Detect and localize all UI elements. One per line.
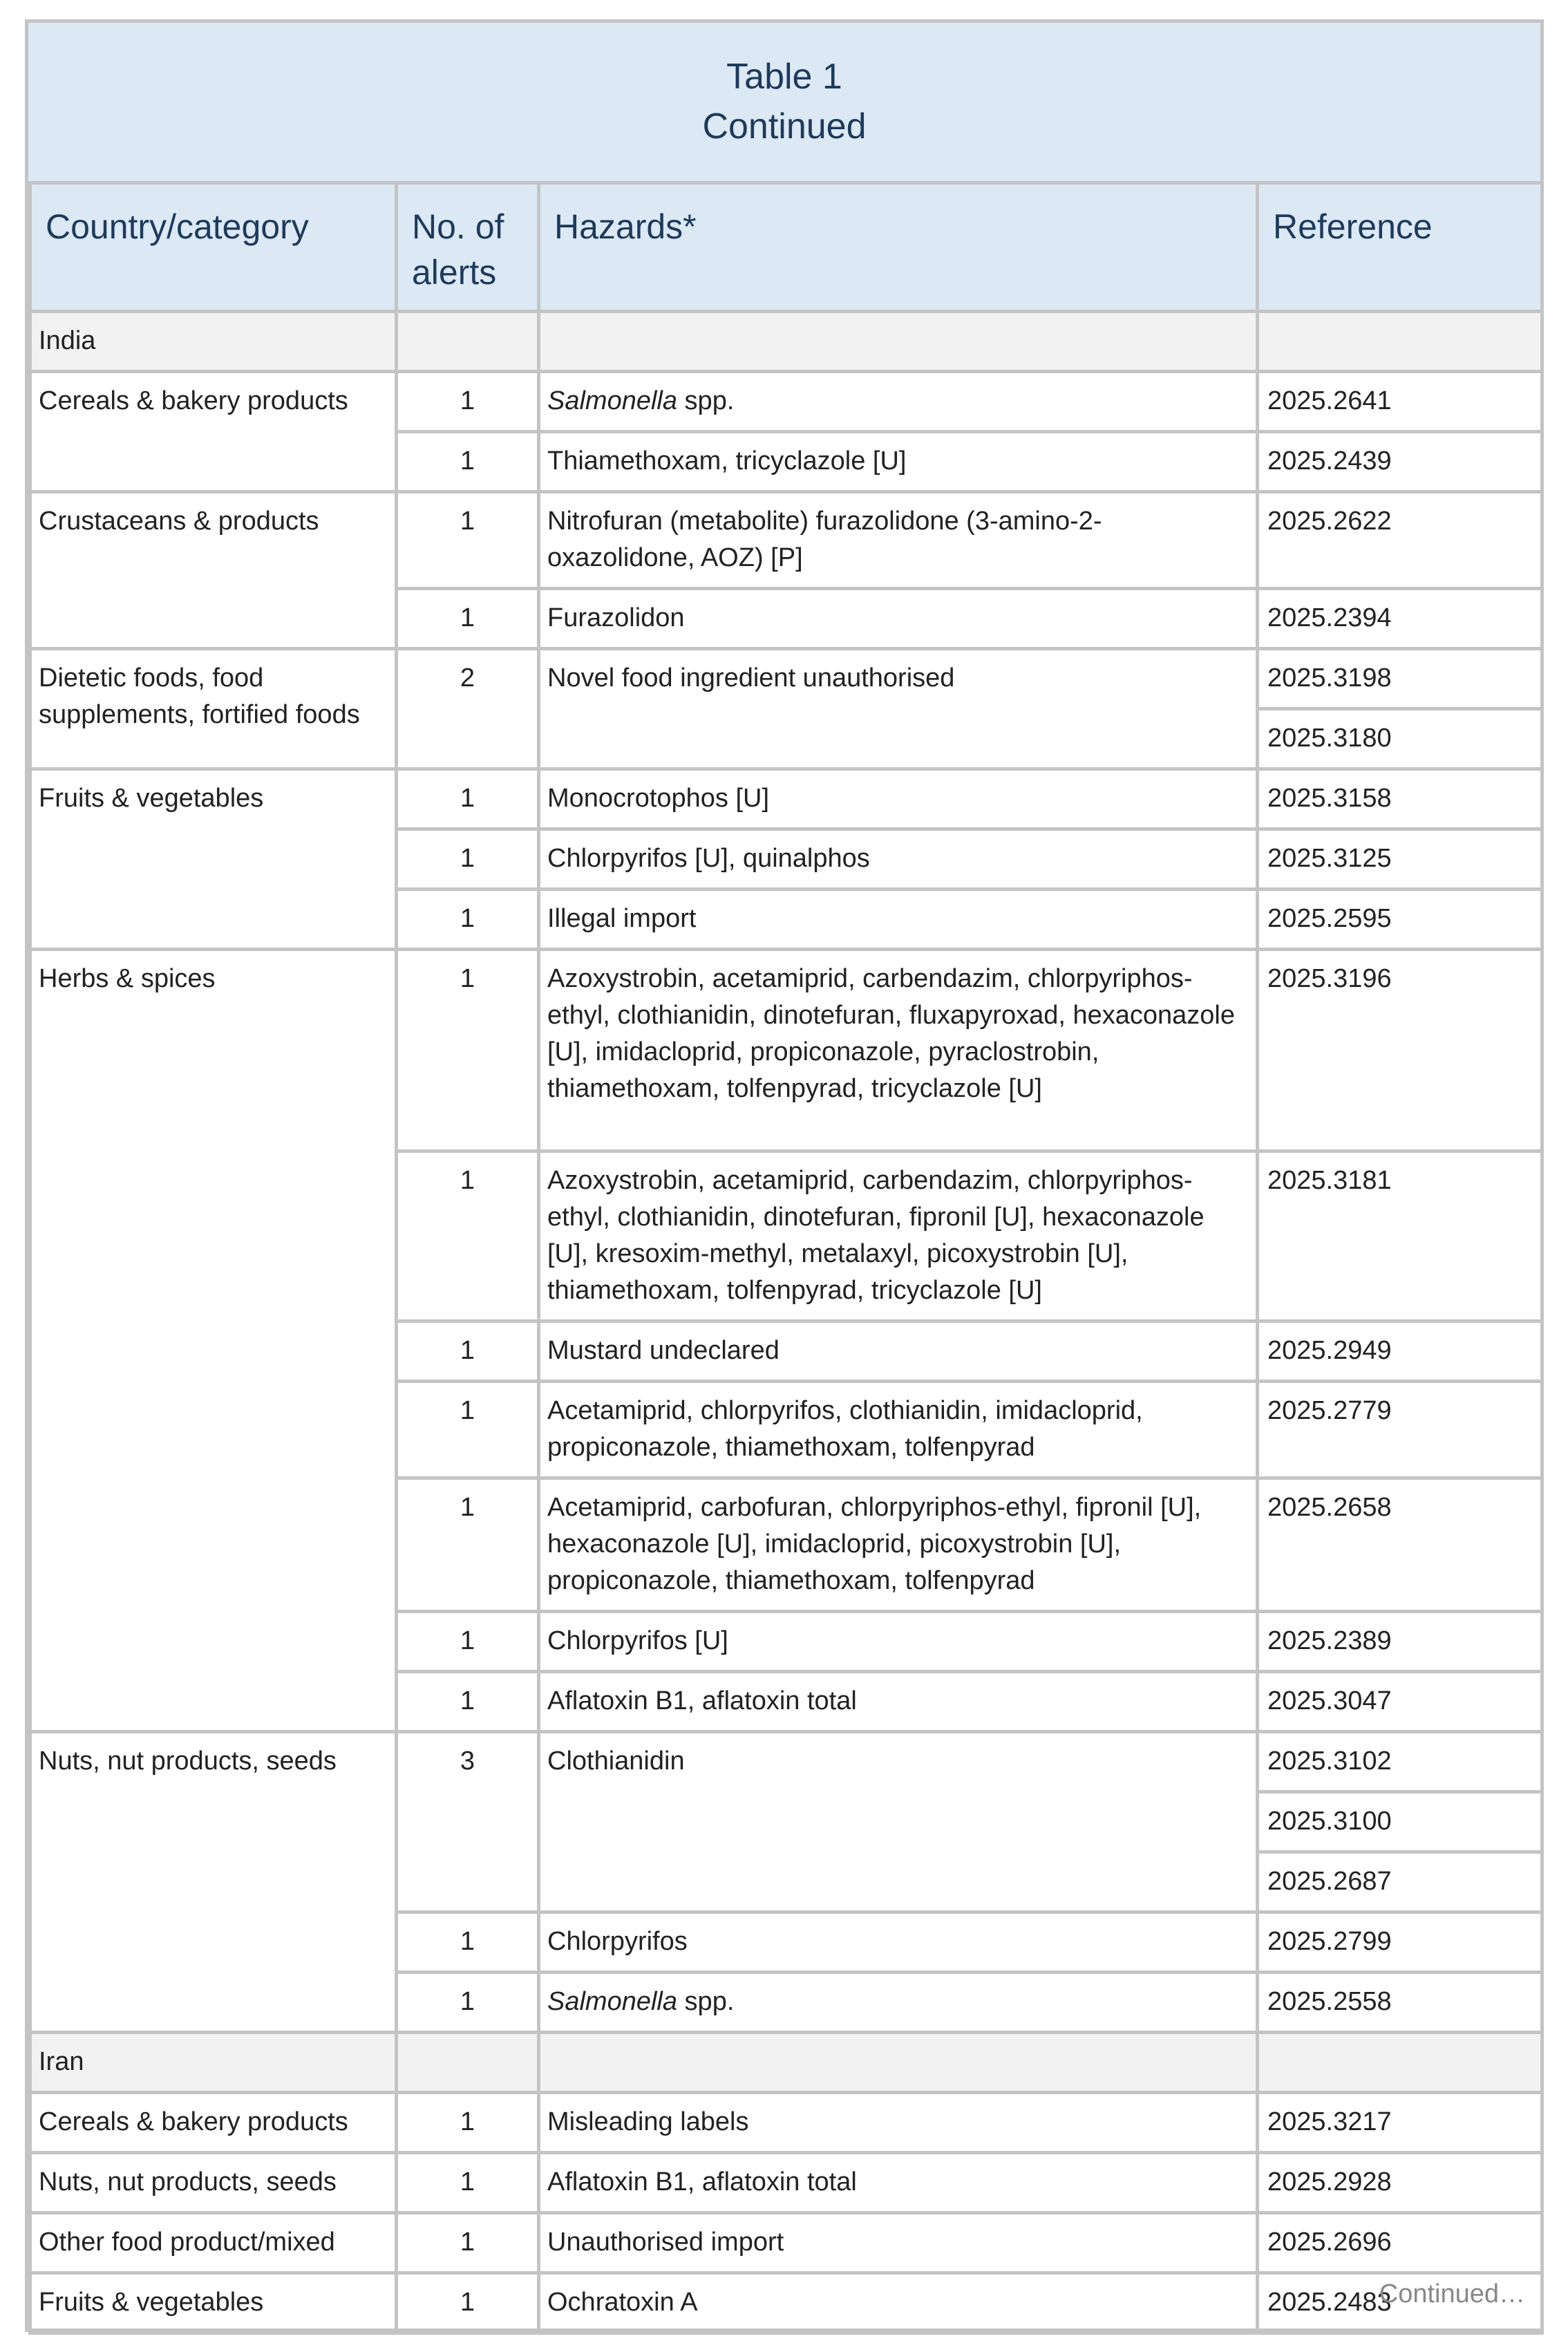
reference-cell: 2025.3181: [1258, 1151, 1542, 1321]
category-cell: Nuts, nut products, seeds: [30, 1732, 397, 2033]
hazard-cell: Azoxystrobin, acetamiprid, carbendazim, chlorpyriphos-ethyl, clothianidin, dinotefuran, fluxapyroxad, hexaconazole [U], imidacloprid, propiconazole, pyraclostrobin, thiamethoxam, tolfenpyrad, tricyclazole [U]: [539, 950, 1258, 1151]
hazard-text: spp.: [677, 1987, 735, 2016]
hazard-cell: Chlorpyrifos [U]: [539, 1612, 1258, 1672]
hazard-cell: Clothianidin: [539, 1732, 1258, 1912]
country-row: [30, 312, 1542, 372]
hazard-cell: Acetamiprid, chlorpyrifos, clothianidin, imidacloprid, propiconazole, thiamethoxam, tolfenpyrad: [539, 1382, 1258, 1478]
table-row: [30, 1732, 1542, 1792]
table-caption: [28, 23, 1540, 185]
table-frame: [25, 19, 1544, 2332]
alerts-cell: 1: [397, 769, 539, 829]
hazard-cell: Nitrofuran (metabolite) furazolidone (3-amino-2-oxazolidone, AOZ) [P]: [539, 492, 1258, 589]
hazard-cell: Monocrotophos [U]: [539, 769, 1258, 829]
table-row: [30, 2093, 1542, 2153]
reference-cell: 2025.2483: [1258, 2273, 1542, 2333]
reference-cell: 2025.3047: [1258, 1672, 1542, 1732]
hazard-cell: Misleading labels: [539, 2093, 1258, 2153]
reference-cell: 2025.2658: [1258, 1478, 1542, 1612]
alerts-cell: 1: [397, 372, 539, 432]
alerts-cell: 1: [397, 1912, 539, 1973]
table-title: Table 1: [726, 57, 842, 97]
reference-cell: 2025.3217: [1258, 2093, 1542, 2153]
category-cell: Other food product/mixed: [30, 2213, 397, 2273]
category-cell: Dietetic foods, food supplements, fortified foods: [30, 649, 397, 769]
hazard-cell: Chlorpyrifos: [539, 1912, 1258, 1973]
alerts-cell: 1: [397, 1478, 539, 1612]
reference-cell: 2025.3102: [1258, 1732, 1542, 1792]
hazard-cell: Aflatoxin B1, aflatoxin total: [539, 1672, 1258, 1732]
category-cell: Crustaceans & products: [30, 492, 397, 649]
reference-cell: 2025.2687: [1258, 1852, 1542, 1912]
header-country: Country/category: [30, 183, 397, 312]
country-name: India: [30, 312, 397, 372]
header-reference: Reference: [1258, 183, 1542, 312]
category-cell: Cereals & bakery products: [30, 372, 397, 492]
hazard-cell: Unauthorised import: [539, 2213, 1258, 2273]
hazard-italic: Salmonella: [547, 386, 677, 415]
reference-cell: 2025.3180: [1258, 709, 1542, 769]
header-alerts: No. of alerts: [397, 183, 539, 312]
hazard-cell: Novel food ingredient unauthorised: [539, 649, 1258, 769]
category-cell: Fruits & vegetables: [30, 2273, 397, 2333]
category-cell: Fruits & vegetables: [30, 769, 397, 950]
header-row: [30, 183, 1542, 312]
reference-cell: 2025.2641: [1258, 372, 1542, 432]
hazard-cell: Illegal import: [539, 890, 1258, 950]
reference-cell: 2025.2696: [1258, 2213, 1542, 2273]
alerts-cell: 1: [397, 1151, 539, 1321]
alerts-cell: 1: [397, 2153, 539, 2213]
hazard-cell: Furazolidon: [539, 589, 1258, 649]
data-table: [28, 181, 1544, 2335]
category-cell: Cereals & bakery products: [30, 2093, 397, 2153]
table-row: [30, 950, 1542, 1151]
alerts-cell: 2: [397, 649, 539, 769]
hazard-cell: [539, 1973, 1258, 2033]
hazard-cell: Chlorpyrifos [U], quinalphos: [539, 829, 1258, 890]
alerts-cell: 1: [397, 890, 539, 950]
table-row: [30, 372, 1542, 432]
alerts-cell: 1: [397, 1672, 539, 1732]
hazard-text: spp.: [677, 386, 735, 415]
country-name: Iran: [30, 2033, 397, 2093]
reference-cell: 2025.3198: [1258, 649, 1542, 709]
alerts-cell: 1: [397, 2093, 539, 2153]
hazard-cell: Thiamethoxam, tricyclazole [U]: [539, 432, 1258, 492]
reference-cell: 2025.2558: [1258, 1973, 1542, 2033]
reference-cell: 2025.2928: [1258, 2153, 1542, 2213]
reference-cell: 2025.2389: [1258, 1612, 1542, 1672]
hazard-cell: Aflatoxin B1, aflatoxin total: [539, 2153, 1258, 2213]
reference-cell: 2025.2779: [1258, 1382, 1542, 1478]
table-row: [30, 769, 1542, 829]
category-cell: Nuts, nut products, seeds: [30, 2153, 397, 2213]
continued-note: Continued…: [1379, 2279, 1525, 2308]
alerts-cell: 1: [397, 1382, 539, 1478]
reference-cell: 2025.2595: [1258, 890, 1542, 950]
table-row: [30, 2153, 1542, 2213]
table-row: [30, 649, 1542, 709]
hazard-cell: Ochratoxin A: [539, 2273, 1258, 2333]
table-subtitle: Continued: [702, 106, 867, 147]
reference-cell: 2025.3125: [1258, 829, 1542, 890]
country-row: [30, 2033, 1542, 2093]
alerts-cell: 3: [397, 1732, 539, 1912]
table-row: [30, 492, 1542, 589]
reference-cell: 2025.2949: [1258, 1321, 1542, 1382]
hazard-cell: Mustard undeclared: [539, 1321, 1258, 1382]
reference-cell: 2025.3196: [1258, 950, 1542, 1151]
reference-cell: 2025.2622: [1258, 492, 1542, 589]
hazard-cell: Azoxystrobin, acetamiprid, carbendazim, chlorpyriphos-ethyl, clothianidin, dinotefuran, fipronil [U], hexaconazole [U], kresoxim-methyl, metalaxyl, picoxystrobin [U], thiamethoxam, tolfenpyrad, tricyclazole [U]: [539, 1151, 1258, 1321]
hazard-italic: Salmonella: [547, 1987, 677, 2016]
alerts-cell: 1: [397, 492, 539, 589]
alerts-cell: 1: [397, 1612, 539, 1672]
reference-cell: 2025.2394: [1258, 589, 1542, 649]
reference-cell: 2025.3100: [1258, 1792, 1542, 1852]
reference-cell: 2025.2439: [1258, 432, 1542, 492]
header-hazards: Hazards*: [539, 183, 1258, 312]
alerts-cell: 1: [397, 432, 539, 492]
reference-cell: 2025.3158: [1258, 769, 1542, 829]
category-cell: Herbs & spices: [30, 950, 397, 1732]
alerts-cell: 1: [397, 1973, 539, 2033]
alerts-cell: 1: [397, 2213, 539, 2273]
reference-cell: 2025.2799: [1258, 1912, 1542, 1973]
hazard-cell: [539, 372, 1258, 432]
alerts-cell: 1: [397, 1321, 539, 1382]
alerts-cell: 1: [397, 2273, 539, 2333]
hazard-cell: Acetamiprid, carbofuran, chlorpyriphos-ethyl, fipronil [U], hexaconazole [U], imidacloprid, picoxystrobin [U], propiconazole, thiamethoxam, tolfenpyrad: [539, 1478, 1258, 1612]
alerts-cell: 1: [397, 829, 539, 890]
alerts-cell: 1: [397, 589, 539, 649]
alerts-cell: 1: [397, 950, 539, 1151]
